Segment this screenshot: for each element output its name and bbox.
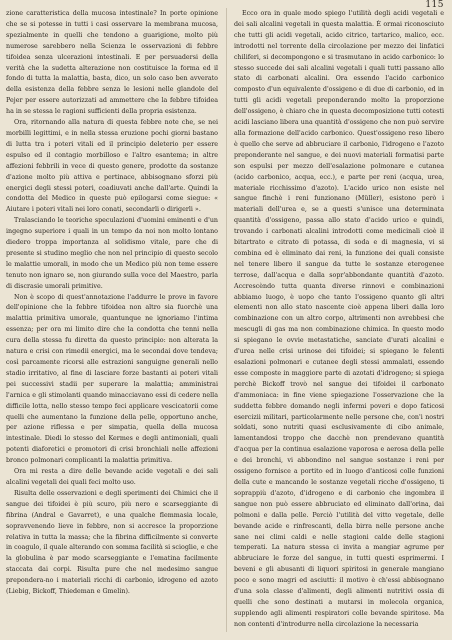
right-column: [234, 9, 444, 631]
left-paragraph-2: Ora, ritornando alla natura di questa febbre note che, se nei morbilli legittimi, e in nella stessa eruzione pochi giorni bastano di lutta tra i poteri vitali ed il principio deleterio per essere espulso ed il contagio morbilloso e l'altro esantema; in altre affezioni febbrili in vece di questo genere, prodotte da sostanze d'azione molto più attiva e pertinace, abbisognano sforzi più energici degli stessi poteri, coadiuvati anche dall'arte. Quindi la condotta del Medico in queste può epilogarsi come siegue: « Aiutare i poteri vitali nei loro conati, secondarli o dirigerli ».: [6, 119, 218, 214]
left-paragraph-3: Tralasciando le teoriche speculazioni d'uomini eminenti e d'un ingegno superiore i quali in un tempo da noi non molto lontano diedero troppa importanza al solidismo vitale, pare che di presente si studino meglio che non nel principio di questo secolo le malattie umorali, in modo che un Medico più non teme essere tenuto non ignaro se, non giurando sulla voce del Maestro, parla di discrasie umorali primitive.: [6, 217, 218, 290]
left-paragraph-6: Risulta delle osservazioni e degli sperimenti dei Chimici che il sangue dei tifoidei è più scuro, più nero e scarseggiante di fibrina (Andral e Gavarret), e una qualche flemmasia locale, sopravvenendo lieve in febbre, non si accresce la proporzione relativa in tutta la massa; che la fibrina difficilmente si converte in coagulo, il quale alterando con somma facilità si scioglie, e che la globulina è par modo scarseggiante e l'ematina facilmente staccata dai corpi. Risulta pure che nel medesimo sangue prepondera-no i materiali ricchi di carbonio, idrogeno ed azoto (Liebig, Bickoff, Thiedeman e Gmelin).: [6, 489, 218, 596]
column-divider: [226, 8, 227, 632]
left-paragraph-4: Non è scopo di quest'annotazione l'addurre le prove in favore dell'opinione che la febbre tifoidea non altro sia fuorchè una malattia primitiva umorale, quantunque ne ignoriamo l'intima essenza; per ora mi limito dire che la condotta che tenni nella cura della stessa fu diretta da questo principio: non alterata la natura e crisi con rimedii energici, ma le secondai dove tendeva; così parcamente ricorsi alle estrazioni sanguigne generali nello stadio irritativo, al fine di lasciare forze bastanti ai poteri vitali pei successivi stadii per superare la malattia; amministrai l'arnica e gli stimolanti quando minacciavano essi di cedere nella difficile lotta, nello stesso tempo feci applicare vescicatorii come quelli che aumentano la funzione della pelle, opportuno anche, per azione riflessa e per simpatia, quella della mucosa intestinale. Diedi lo stesso del Kermes e degli antimoniali, quali potenti diaforetici e promotori di crisi bronchiali nelle affezioni bronco polmonari complicanti la malattia primitiva.: [6, 293, 218, 465]
left-paragraph-1: zione caratteristica della mucosa intestinale? In porte opinione che se si potesse in tutti i casi osservare la membrana mucosa, spezialmente in quelli che tendono a guarigione, molto più numerose sarebbero nella Scienza le osservazioni di febbre tifoidea senza ulcerazioni intestinali. E per persuadersi della verità che la sudetta alterazione non costituisce la forma ed il fondo di tutta la malattia, basta, dico, un solo caso ben avverato della esistenza della febbre senza le lesioni nelle glandole del Pejer per essere autorizzati ad ammettere che la febbre tifoidea ha in se stessa le ragioni sufficienti della propria esistenza.: [6, 10, 218, 116]
left-paragraph-5: Ora mi resta a dire delle bevande acide vegetali e dei sali alcalini vegetali dei quali feci molto uso.: [6, 468, 218, 486]
right-paragraph-1: Ecco ora in quale modo spiego l'utilità degli acidi vegetali e dei sali alcalini vegetali in questa malattia. È ormai riconosciuto che tutti gli acidi vegetali, acido citrico, tartarico, malico, ecc. introdotti nel torrente della circolazione per mezzo dei linfatici chiliferi, si decompongono e si trasmutano in acido carbonico: lo stesso succede dei sali alcalini vegetali i quali tutti passano allo stato di carbonati alcalini. Ora essendo l'acido carbonico composto d'un equivalente d'ossigeno e di due di carbonio, ed in tutti gli acidi vegetali preponderando molto la proporzione dell'ossigeno, è chiaro che in questa decomposizione tutti cotesti acidi lasciano libera una quantità d'ossigeno che non può servire alla formazione dell'acido carbonico. Quest'ossigeno reso libero è quello che serve ad abbruciare il carbonio, l'idrogeno e l'azoto preponderante nel sangue, e dei nuovi materiali formatisi parte son espulsi per mezzo dell'esalazione polmonare e cutanea (acido carbonico, acqua, ecc.), e parte per reni (acqua, urea, materiale ricchissimo d'azoto). L'acido urico non esiste nel sangue finchè i reni funzionano (Müller), esistono però i materiali dell'urea e, se a questi s'unisce una determinata quantità d'ossigeno, passa allo stato d'acido urico e quindi, trovando i carbonati alcalini introdotti come medicinali cioè il bitartrato e citrato di potassa, di soda e di magnesia, vi si combina ed è eliminato dai reni, la funzione dei quali consiste nel tenere libero il sangue da tutte le sostanze eterogenee terrose, dall'acqua e dalla sopr'abbondante quantità d'azoto. Accrescèndo tutta quanta diverse rinnovi e combinazioni abbiamo luogo, è uopo che tanto l'ossigeno quanto gli altri elementi non allo stato nascente cioè appena liberi dalla loro combinazione con un altro corpo, altrimenti non avrebbesi che mescugli di gas ma non combinazione chimica. In questo modo si spiegano le ovvie metastatiche, sanciate d'urati alcalini e d'urea nelle crisi urinose dei tifoidei; si spiegano le felenti esalazioni polmonari e cutanee degli stessi ammalati, essendo esse composte in maggiore parte di azotati d'idrogeno; si spiega perchè Bickoff trovò nel sangue dei tifoidei il carbonato d'ammoniaca: in fine viene spiegazione l'osservazione che la suddetta febbre domando negli infermi poveri e dopo faticosi esercizii militari, particolarmente nelle persone che, con'i nostri soldati, sono nutriti quasi esclusivamente di cibo animale, lamentandosi troppo che dacchè non prendevano quantità d'acqua per la continua esalazione vaporosa e aerosa della pelle e dei bronchi, vi abbondino nel sangue sostanze i reni per ossigeno fornisce a portito ed in luogo d'anticosi colle funzioni della cute e mancando le sostanze vegetali ricche d'ossigeno, ti soprappiù d'azoto, d'idrogeno e di carbonio che ingombra il sangue non può essere abbruciato ed eliminato dall'orina, dai polmoni e dalla pelle. Perciò l'utilità del vitto vegetale, delle bevande acide e rinfrescanti, della birra nelle persone anche sane nei climi caldi e nelle stagioni calde delle stagioni temperati. La natura stessa ci invita a mangiar agrume per abbruciare le forze del sangue, in tutti questi esprimermi. I beveni e gli abusanti di liquori spiritosi in generale mangiano poco e sono magri ed asciutti: il motivo è ch'essi abbisognano d'una sola classe d'alimenti, degli alimenti nutritivi ossia di quelli che sono destinati a mutarsi in molecola organica, supplendo agli alimenti respiratori colle bevande spiritose. Ma non contenti d'introdurre nella circolazione la necessaria: [234, 10, 444, 628]
page-number: 115: [425, 0, 444, 10]
left-column: [6, 9, 218, 598]
